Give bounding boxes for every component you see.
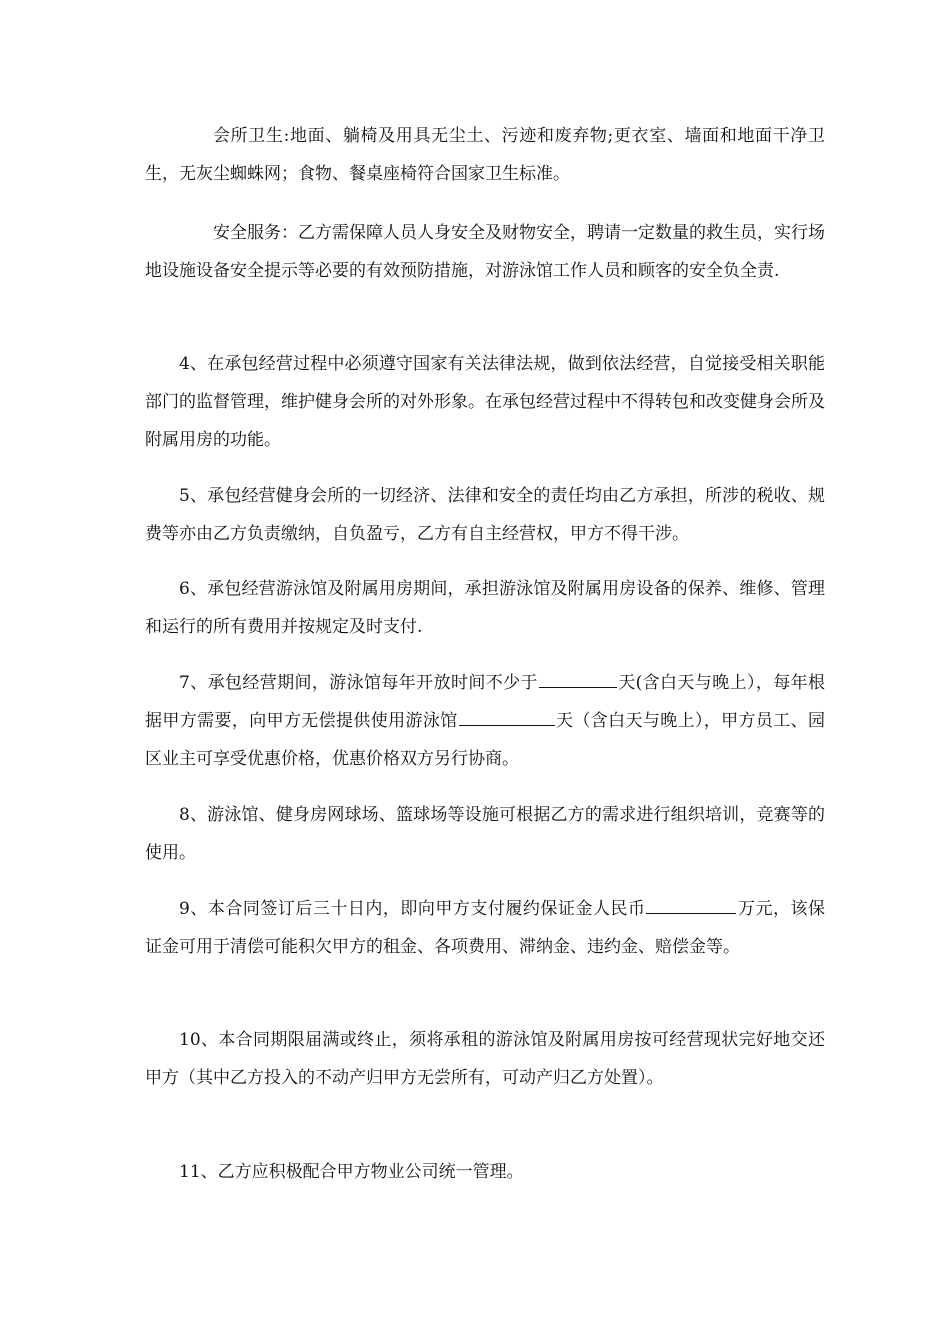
paragraph-9-part-2: 万元，该保证金可用于清偿可能积欠甲方的租金、各项费用、滞纳金、违约金、赔偿金等。	[145, 899, 825, 957]
paragraph-7-part-2: 天(含白天与晚上），每年根据甲方需要，向甲方无偿提供使用游泳馆	[145, 673, 825, 731]
paragraph-8: 8、游泳馆、健身房网球场、篮球场等设施可根据乙方的需求进行组织培训，竞赛等的使用。	[145, 805, 825, 863]
paragraph-11: 11、乙方应积极配合甲方物业公司统一管理。	[179, 1162, 524, 1182]
paragraph-10: 10、本合同期限届满或终止，须将承租的游泳馆及附属用房按可经营现状完好地交还甲方（其中乙方投入的不动产归甲方无尝所有，可动产归乙方处置）。	[145, 1030, 825, 1088]
paragraph-hygiene: 会所卫生:地面、躺椅及用具无尘土、污迹和废弃物;更衣室、墙面和地面干净卫生，无灰尘蜘蛛网；食物、餐桌座椅符合国家卫生标准。	[145, 126, 825, 184]
paragraph-7	[145, 664, 825, 778]
paragraph-7-part-1: 7、承包经营期间，游泳馆每年开放时间不少于	[179, 673, 538, 693]
paragraph-9-part-1: 9、本合同签订后三十日内，即向甲方支付履约保证金人民币	[179, 899, 646, 919]
free-days-blank	[459, 703, 555, 726]
deposit-amount-blank	[646, 891, 736, 914]
paragraph-9	[145, 890, 825, 966]
paragraph-5: 5、承包经营健身会所的一切经济、法律和安全的责任均由乙方承担，所涉的税收、规费等亦由乙方负责缴纳，自负盈亏，乙方有自主经营权，甲方不得干涉。	[145, 486, 825, 544]
paragraph-6: 6、承包经营游泳馆及附属用房期间，承担游泳馆及附属用房设备的保养、维修、管理和运行的所有费用并按规定及时支付.	[145, 579, 825, 637]
paragraph-safety: 安全服务：乙方需保障人员人身安全及财物安全，聘请一定数量的救生员，实行场地设施设备安全提示等必要的有效预防措施，对游泳馆工作人员和顾客的安全负全责.	[145, 223, 825, 281]
paragraph-4: 4、在承包经营过程中必须遵守国家有关法律法规，做到依法经营，自觉接受相关职能部门的监督管理，维护健身会所的对外形象。在承包经营过程中不得转包和改变健身会所及附属用房的功能。	[145, 354, 825, 450]
paragraph-7-part-3: 天（含白天与晚上），甲方员工、园区业主可享受优惠价格，优惠价格双方另行协商。	[145, 711, 826, 769]
open-days-blank	[539, 665, 617, 688]
